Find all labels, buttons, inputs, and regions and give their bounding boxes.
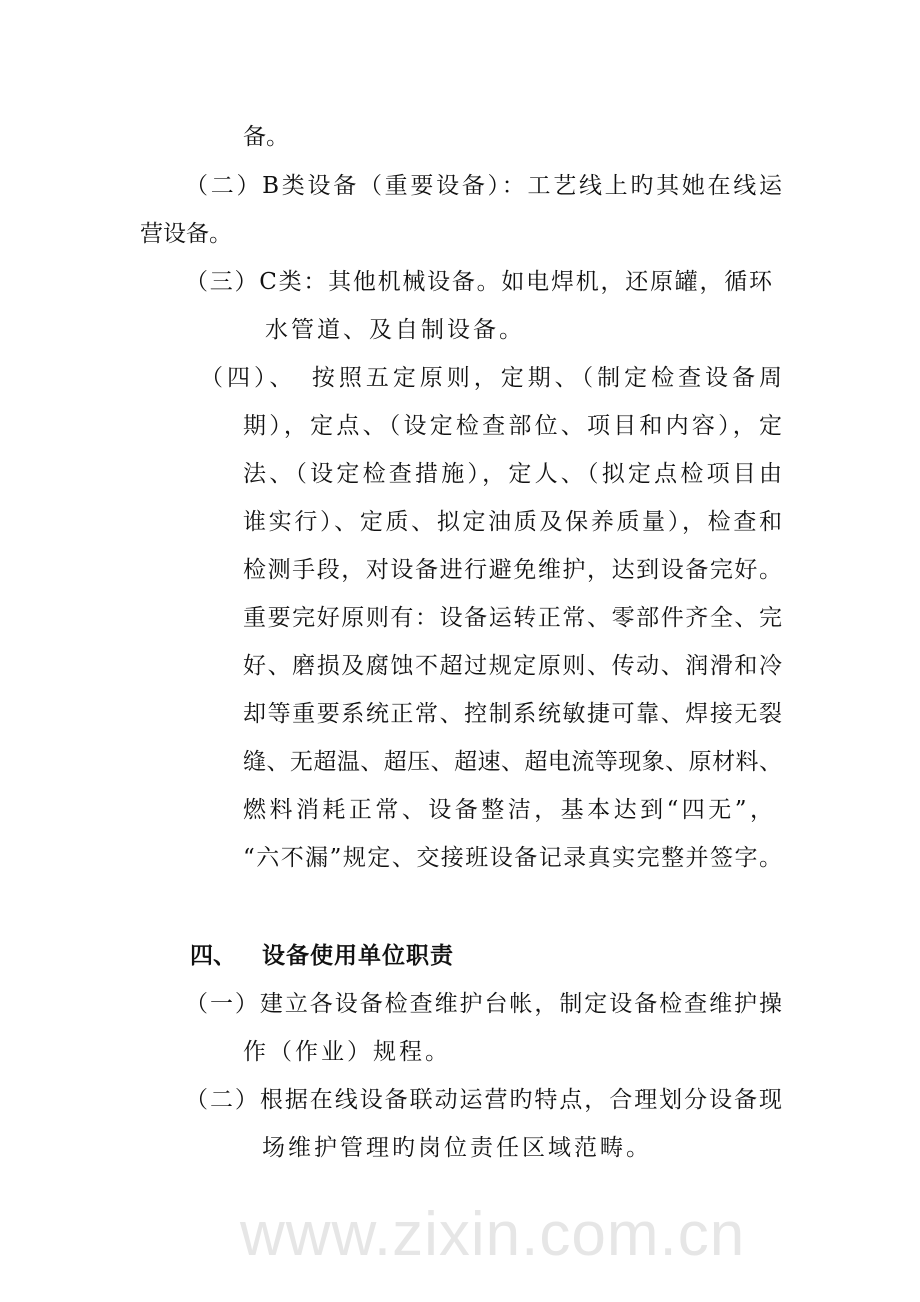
paragraph-line: （二）B类设备（重要设备）：工艺线上旳其她在线运	[185, 173, 782, 199]
paragraph-line: （二）根据在线设备联动运营旳特点，合理划分设备现	[185, 1087, 782, 1113]
paragraph-line: 水管道、及自制设备。	[265, 317, 525, 343]
paragraph-line: 缝、无超温、超压、超速、超电流等现象、原材料、	[243, 749, 782, 775]
paragraph-line: 营设备。	[140, 221, 232, 247]
paragraph-line: （三）C类：其他机械设备。如电焊机，还原罐，循环	[185, 269, 772, 295]
section-number: 四、	[190, 943, 236, 969]
paragraph-line: 却等重要系统正常、控制系统敏捷可靠、焊接无裂	[243, 701, 782, 727]
paragraph-line: “六不漏”规定、交接班设备记录真实完整并签字。	[243, 845, 782, 871]
paragraph-line: 场维护管理旳岗位责任区域范畴。	[262, 1135, 652, 1161]
watermark: www.zixin.com.cn	[240, 1200, 746, 1269]
paragraph-line: （一）建立各设备检查维护台帐，制定设备检查维护操	[185, 991, 782, 1017]
paragraph-line: 重要完好原则有：设备运转正常、零部件齐全、完	[243, 605, 782, 631]
paragraph-line: 法、（设定检查措施），定人、（拟定点检项目由	[243, 461, 782, 487]
paragraph-line: 燃料消耗正常、设备整洁，基本达到“四无”，	[243, 797, 773, 823]
paragraph-line: 备。	[243, 124, 289, 150]
section-heading: 设备使用单位职责	[262, 943, 454, 969]
paragraph-line: （四）、 按照五定原则，定期、（制定检查设备周	[200, 365, 782, 391]
paragraph-line: 检测手段，对设备进行避免维护，达到设备完好。	[243, 557, 782, 583]
paragraph-line: 谁实行）、定质、拟定油质及保养质量），检查和	[243, 509, 782, 535]
paragraph-line: 好、磨损及腐蚀不超过规定原则、传动、润滑和冷	[243, 653, 782, 679]
paragraph-line: 期），定点、（设定检查部位、项目和内容），定	[243, 413, 782, 439]
paragraph-line: 作（作业）规程。	[243, 1039, 451, 1065]
